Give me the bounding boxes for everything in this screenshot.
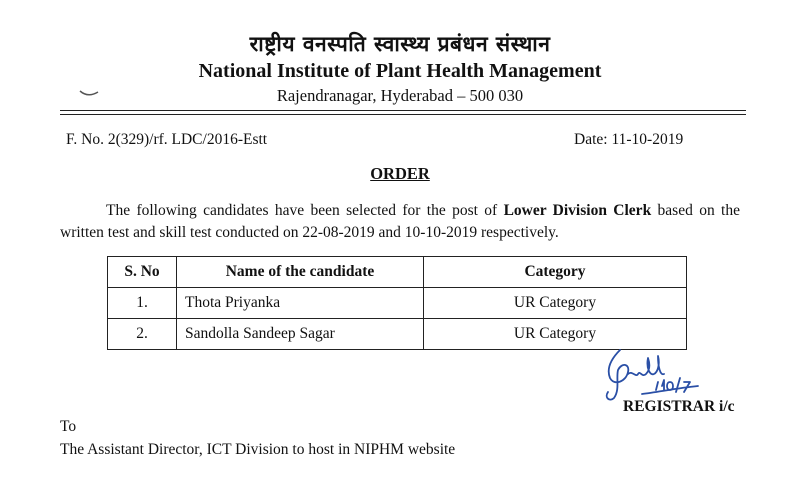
cell-category: UR Category	[424, 288, 687, 319]
order-date: Date: 11-10-2019	[574, 131, 684, 148]
column-header-sno: S. No	[108, 257, 177, 288]
institute-address: Rajendranagar, Hyderabad – 500 030	[276, 86, 524, 105]
to-label: To	[60, 418, 77, 435]
order-body	[60, 200, 740, 244]
file-number: F. No. 2(329)/rf. LDC/2016-Estt	[66, 131, 268, 148]
body-details: based on the written test and skill test conducted on 22-08-2019 and 10-10-2019 respectively.	[60, 202, 740, 241]
institute-name: National Institute of Plant Health Management	[198, 60, 602, 82]
cell-candidate-name: Sandolla Sandeep Sagar	[177, 319, 424, 350]
column-header-name: Name of the candidate	[177, 257, 424, 288]
cell-candidate-name: Thota Priyanka	[177, 288, 424, 319]
cell-sno: 1.	[108, 288, 177, 319]
recipient-line: The Assistant Director, ICT Division to host in NIPHM website	[60, 441, 456, 458]
margin-mark-icon	[78, 88, 100, 100]
table-row	[108, 288, 687, 319]
order-title: ORDER	[370, 164, 430, 183]
registrar-designation: REGISTRAR i/c	[623, 398, 735, 415]
header-rule-thin	[60, 114, 746, 115]
body-intro: The following candidates have been selected for the post of	[106, 202, 504, 219]
cell-category: UR Category	[424, 319, 687, 350]
candidates-table	[107, 256, 687, 350]
header-rule	[60, 110, 746, 111]
hindi-institute-name: राष्ट्रीय वनस्पति स्वास्थ्य प्रबंधन संस्थान	[249, 32, 551, 56]
post-name: Lower Division Clerk	[503, 202, 652, 219]
column-header-category: Category	[424, 257, 687, 288]
table-header-row	[108, 257, 687, 288]
cell-sno: 2.	[108, 319, 177, 350]
